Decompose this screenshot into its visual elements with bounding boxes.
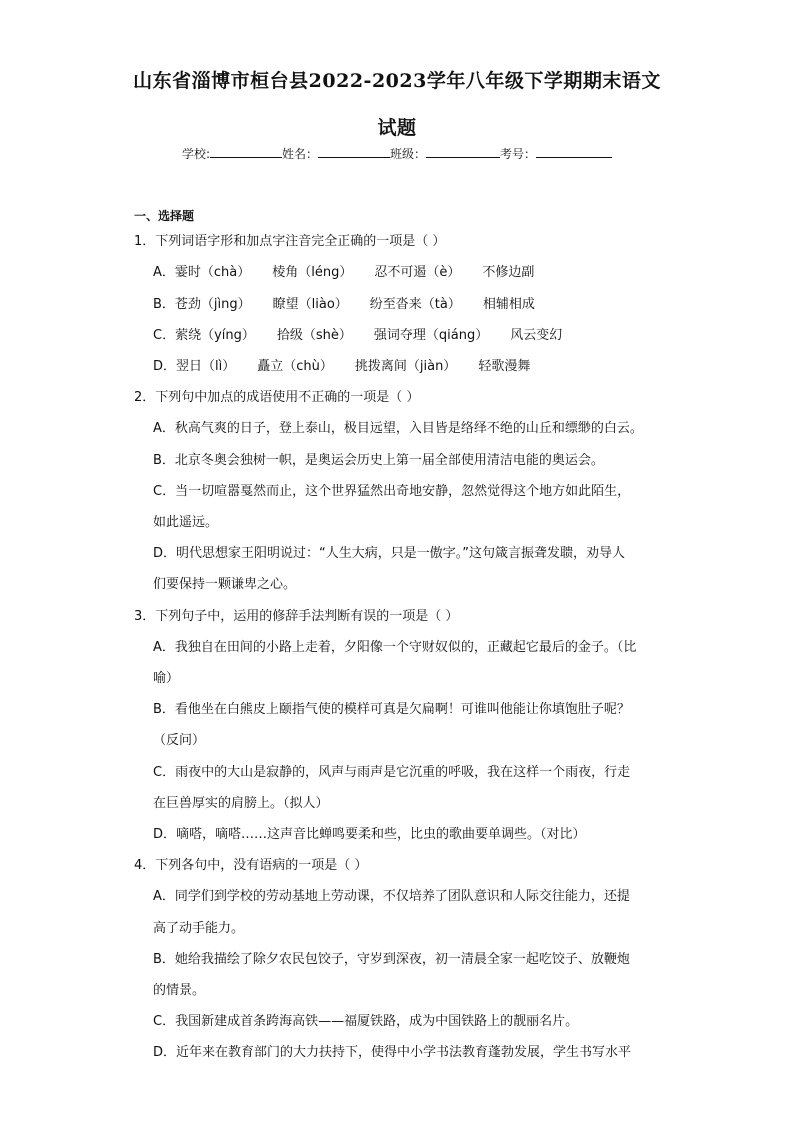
q1-a-word2: 棱角（léng） — [272, 265, 353, 280]
section-heading: 一、选择题 — [134, 209, 195, 223]
question-1-stem: 1．下列词语字形和加点字注音完全正确的一项是（ ） — [134, 234, 446, 249]
q1-c-word1: C．萦绕（yíng） — [153, 328, 255, 343]
class-label: 班级： — [390, 147, 427, 161]
number-blank[interactable] — [536, 145, 612, 158]
q1-a-word3: 忍不可遏（è） — [374, 265, 461, 280]
q1-b-word4: 相辅相成 — [482, 297, 535, 312]
q2-option-d-line2: 们要保持一颗谦卑之心。 — [153, 577, 297, 592]
q1-option-a — [153, 265, 534, 281]
name-blank[interactable] — [318, 145, 390, 158]
q1-d-word3: 挑拨离间（jiàn） — [354, 359, 457, 374]
exam-title-line2: 试题 — [377, 117, 417, 139]
q1-d-word2: 矗立（chù） — [257, 359, 333, 374]
question-2-stem: 2．下列句中加点的成语使用不正确的一项是（ ） — [134, 390, 420, 405]
q2-option-c-line2: 如此遥远。 — [153, 515, 219, 530]
q3-option-a-line2: 喻） — [153, 671, 180, 686]
q2-option-a: A．秋高气爽的日子，登上泰山，极目远望，入目皆是络绎不绝的山丘和缥缈的白云。 — [153, 421, 643, 436]
q4-option-a-line1: A．同学们到学校的劳动基地上劳动课，不仅培养了团队意识和人际交往能力，还提 — [153, 889, 630, 904]
q1-a-word4: 不修边副 — [482, 265, 535, 280]
q4-option-a-line2: 高了动手能力。 — [153, 921, 245, 936]
q1-a-word1: A．霎时（chà） — [153, 265, 251, 280]
q1-b-word2: 瞭望（liào） — [272, 297, 348, 312]
q3-option-a-line1: A．我独自在田间的小路上走着，夕阳像一个守财奴似的，正藏起它最后的金子。（比 — [153, 640, 637, 655]
q1-b-word1: B．苍劲（jìng） — [153, 297, 251, 312]
q1-c-word3: 强词夺理（qiáng） — [373, 328, 489, 343]
q3-option-b-line2: （反问） — [153, 733, 206, 748]
q1-c-word4: 风云变幻 — [510, 328, 563, 343]
number-label: 考号： — [500, 147, 537, 161]
q2-option-d-line1: D．明代思想家王阳明说过：“人生大病，只是一傲字。”这句箴言振聋发聩，劝导人 — [153, 546, 625, 561]
class-blank[interactable] — [426, 145, 500, 158]
q1-option-c — [153, 328, 562, 344]
q1-d-word1: D．翌日（lì） — [153, 359, 236, 374]
q3-option-c-line2: 在巨兽厚实的肩膀上。（拟人） — [153, 796, 329, 811]
q3-option-c-line1: C．雨夜中的大山是寂静的，风声与雨声是它沉重的呼吸，我在这样一个雨夜，行走 — [153, 765, 631, 780]
q3-option-d: D．嘀嗒，嘀嗒……这声音比蝉鸣要柔和些，比虫的歌曲要单调些。（对比） — [153, 827, 586, 842]
q1-option-b — [153, 297, 535, 313]
question-3-stem: 3．下列句子中，运用的修辞手法判断有误的一项是（ ） — [134, 609, 459, 624]
school-label: 学校: — [181, 147, 210, 161]
q4-option-b-line1: B．她给我描绘了除夕农民包饺子，守岁到深夜，初一清晨全家一起吃饺子、放鞭炮 — [153, 952, 630, 967]
name-label: 姓名： — [282, 147, 319, 161]
q2-option-b: B．北京冬奥会独树一帜，是奥运会历史上第一届全部使用清洁电能的奥运会。 — [153, 453, 604, 468]
q4-option-b-line2: 的情景。 — [153, 983, 206, 998]
q1-option-d — [153, 359, 530, 375]
question-4-stem: 4．下列各句中，没有语病的一项是（ ） — [134, 858, 368, 873]
q1-c-word2: 拾级（shè） — [276, 328, 352, 343]
q4-option-c: C．我国新建成首条跨海高铁——福厦铁路，成为中国铁路上的靓丽名片。 — [153, 1014, 579, 1029]
q1-d-word4: 轻歌漫舞 — [478, 359, 531, 374]
student-info-row — [0, 145, 794, 162]
q1-b-word3: 纷至沓来（tà） — [369, 297, 461, 312]
exam-title-line1: 山东省淄博市桓台县2022-2023学年八年级下学期期末语文 — [133, 70, 661, 92]
q4-option-d-line1: D．近年来在教育部门的大力扶持下，使得中小学书法教育蓬勃发展，学生书写水平 — [153, 1045, 632, 1060]
q3-option-b-line1: B．看他坐在白熊皮上颐指气使的模样可真是欠扁啊！可谁叫他能让你填饱肚子呢？ — [153, 702, 630, 717]
school-blank[interactable] — [210, 145, 282, 158]
q2-option-c-line1: C．当一切喧嚣戛然而止，这个世界猛然出奇地安静，忽然觉得这个地方如此陌生， — [153, 484, 631, 499]
